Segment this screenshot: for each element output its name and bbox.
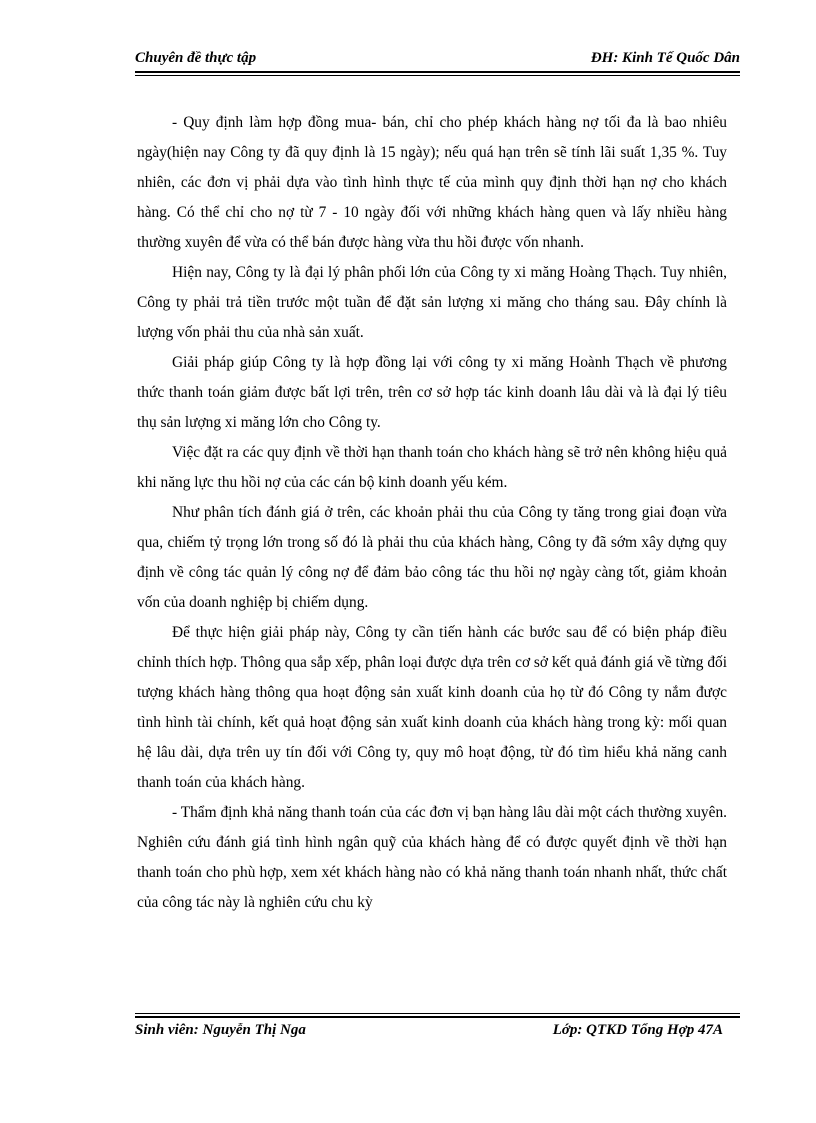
header-rule-thin <box>135 75 740 76</box>
footer-class: Lớp: QTKD Tổng Hợp 47A <box>552 1022 723 1038</box>
header-rule-thick <box>135 71 740 73</box>
page-footer <box>135 1022 723 1044</box>
footer-student: Sinh viên: Nguyễn Thị Nga <box>135 1022 306 1038</box>
paragraph: Việc đặt ra các quy định về thời hạn thanh toán cho khách hàng sẽ trở nên không hiệu quả khi năng lực thu hồi nợ của các cán bộ kinh doanh yếu kém. <box>137 444 727 491</box>
paragraph: Như phân tích đánh giá ở trên, các khoản phải thu của Công ty tăng trong giai đoạn vừa qua, chiếm tỷ trọng lớn trong số đó là phải thu của khách hàng, Công ty đã sớm xây dựng quy định về công tác quản lý công nợ để đảm bảo công tác thu hồi nợ ngày càng tốt, giảm khoản vốn của doanh nghiệp bị chiếm dụng. <box>137 504 727 611</box>
paragraph: Để thực hiện giải pháp này, Công ty cần tiến hành các bước sau để có biện pháp điều chỉnh thích hợp. Thông qua sắp xếp, phân loại được dựa trên cơ sở kết quả đánh giá về từng đối tượng khách hàng thông qua hoạt động sản xuất kinh doanh của họ từ đó Công ty nắm được tình hình tài chính, kết quả hoạt động sản xuất kinh doanh của khách hàng trong kỳ: mối quan hệ lâu dài, dựa trên uy tín đối với Công ty, quy mô hoạt động, từ đó tìm hiểu khả năng canh thanh toán của khách hàng. <box>137 624 727 791</box>
paragraph: Hiện nay, Công ty là đại lý phân phối lớn của Công ty xi măng Hoàng Thạch. Tuy nhiên, Công ty phải trả tiền trước một tuần để đặt sản lượng xi măng cho tháng sau. Đây chính là lượng vốn phải thu của nhà sản xuất. <box>137 264 727 341</box>
document-body <box>137 108 727 918</box>
paragraph: Giải pháp giúp Công ty là hợp đồng lại với công ty xi măng Hoành Thạch về phương thức thanh toán giảm được bất lợi trên, trên cơ sở hợp tác kinh doanh lâu dài và là đại lý tiêu thụ sản lượng xi măng lớn cho Công ty. <box>137 354 727 431</box>
footer-rule-thick <box>135 1016 740 1018</box>
header-university: ĐH: Kinh Tế Quốc Dân <box>590 50 740 66</box>
paragraph: - Thẩm định khả năng thanh toán của các đơn vị bạn hàng lâu dài một cách thường xuyên. Nghiên cứu đánh giá tình hình ngân quỹ của khách hàng để có được quyết định về thời hạn thanh toán cho phù hợp, xem xét khách hàng nào có khả năng thanh toán nhanh nhất, thức chất của công tác này là nghiên cứu chu kỳ <box>137 804 727 911</box>
page-header <box>135 50 740 72</box>
footer-rule-thin <box>135 1013 740 1014</box>
header-title: Chuyên đề thực tập <box>135 50 257 66</box>
paragraph: - Quy định làm hợp đồng mua- bán, chỉ cho phép khách hàng nợ tối đa là bao nhiêu ngày(hiện nay Công ty đã quy định là 15 ngày); nếu quá hạn trên sẽ tính lãi suất 1,35 %. Tuy nhiên, các đơn vị phải dựa vào tình hình thực tế của mình quy định thời hạn nợ cho khách hàng. Có thể chỉ cho nợ từ 7 - 10 ngày đối với những khách hàng quen và lấy nhiều hàng thường xuyên để vừa có thể bán được hàng vừa thu hồi được vốn nhanh. <box>137 114 727 251</box>
